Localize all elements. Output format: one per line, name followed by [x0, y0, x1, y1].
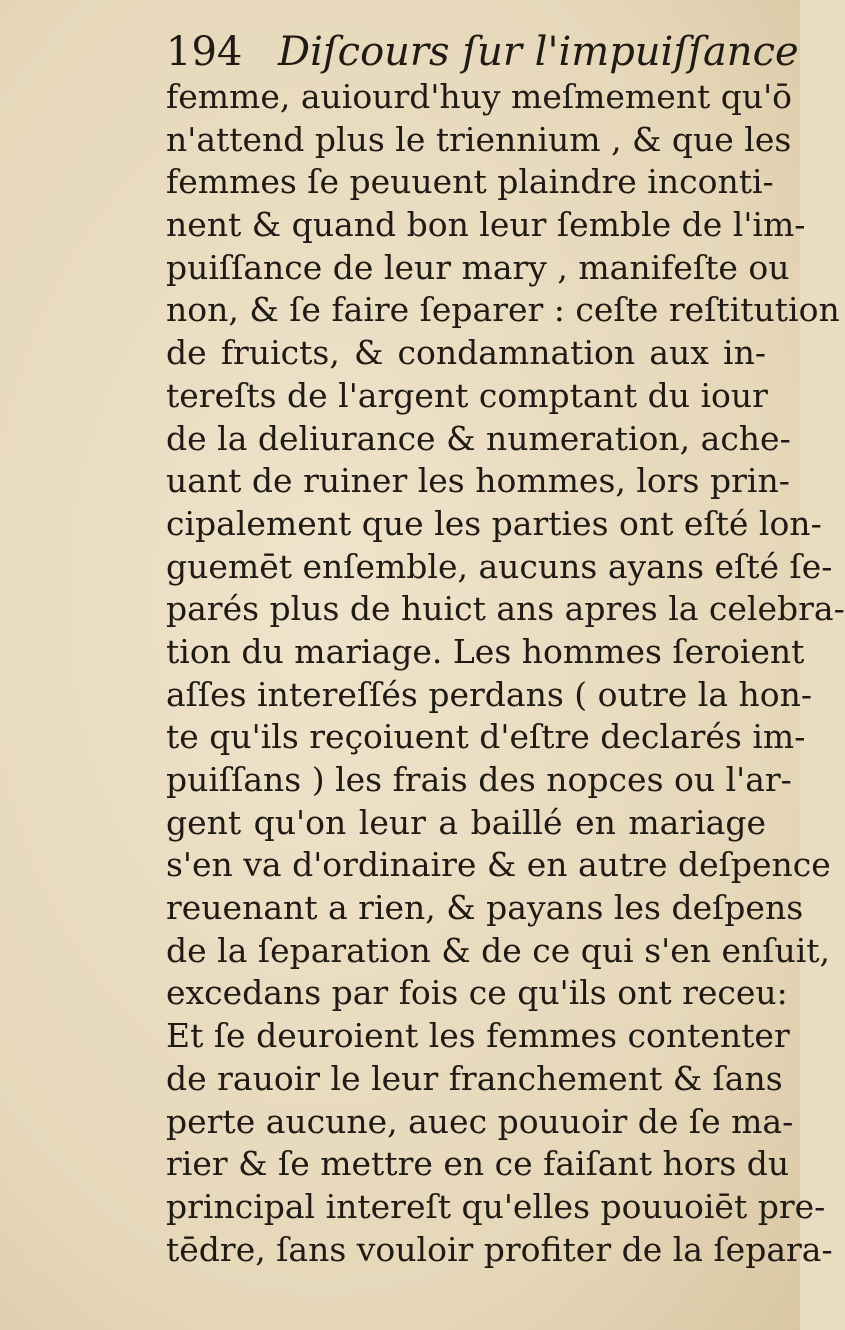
text-line: te qu'ils reçoiuent d'eſtre declarés im- — [166, 717, 806, 757]
text-line: femmes ſe peuuent plaindre inconti- — [166, 162, 774, 202]
text-line: femme, auiourd'huy meſmement qu'ō — [166, 77, 793, 116]
text-line: puiſſance de leur mary , manifeſte ou — [166, 247, 790, 287]
running-header — [166, 22, 799, 82]
text-line: de fruicts, & condamnation aux in- — [166, 333, 766, 373]
text-line: s'en va d'ordinaire & en autre deſpence — [166, 845, 831, 885]
text-line: rier & ſe mettre en ce faiſant hors du — [166, 1144, 790, 1184]
text-line: tereſts de l'argent comptant du iour — [166, 375, 768, 415]
text-line: aſſes intereſſés perdans ( outre la hon- — [166, 674, 813, 714]
text-line: de rauoir le leur franchement & ſans — [166, 1058, 783, 1098]
body-text — [166, 76, 845, 1271]
text-line: n'attend plus le triennium , & que les — [166, 119, 792, 159]
text-line: cipalement que les parties ont eſté lon- — [166, 503, 822, 543]
text-line: gent qu'on leur a baillé en mariage — [166, 802, 766, 842]
text-line: tēdre, ſans vouloir profiter de la ſepara- — [166, 1229, 833, 1269]
page-number: 194 — [166, 29, 243, 75]
text-line: de la ſeparation & de ce qui s'en enſuit, — [166, 930, 831, 970]
text-line: perte aucune, auec pouuoir de ſe ma- — [166, 1101, 794, 1141]
text-line: nent & quand bon leur ſemble de l'im- — [166, 205, 806, 245]
text-line: non, & ſe faire ſeparer : ceſte reſtitution — [166, 290, 840, 330]
running-title: Diſcours ſur l'impuiſſance — [278, 29, 799, 75]
text-line: excedans par fois ce qu'ils ont receu: — [166, 973, 788, 1013]
text-line: tion du mariage. Les hommes ſeroient — [166, 631, 805, 671]
text-line: principal intereſt qu'elles pouuoiēt pre- — [166, 1186, 826, 1226]
text-line: puiſſans ) les frais des nopces ou l'ar- — [166, 760, 792, 799]
text-line: de la deliurance & numeration, ache- — [166, 418, 791, 458]
text-line: reuenant a rien, & payans les deſpens — [166, 888, 804, 928]
text-line: Et ſe deuroient les femmes contenter — [166, 1016, 790, 1056]
text-line: parés plus de huict ans apres la celebra- — [166, 589, 845, 629]
text-line: guemēt enſemble, aucuns ayans eſté ſe- — [166, 546, 833, 586]
text-line: uant de ruiner les hommes, lors prin- — [166, 461, 790, 501]
